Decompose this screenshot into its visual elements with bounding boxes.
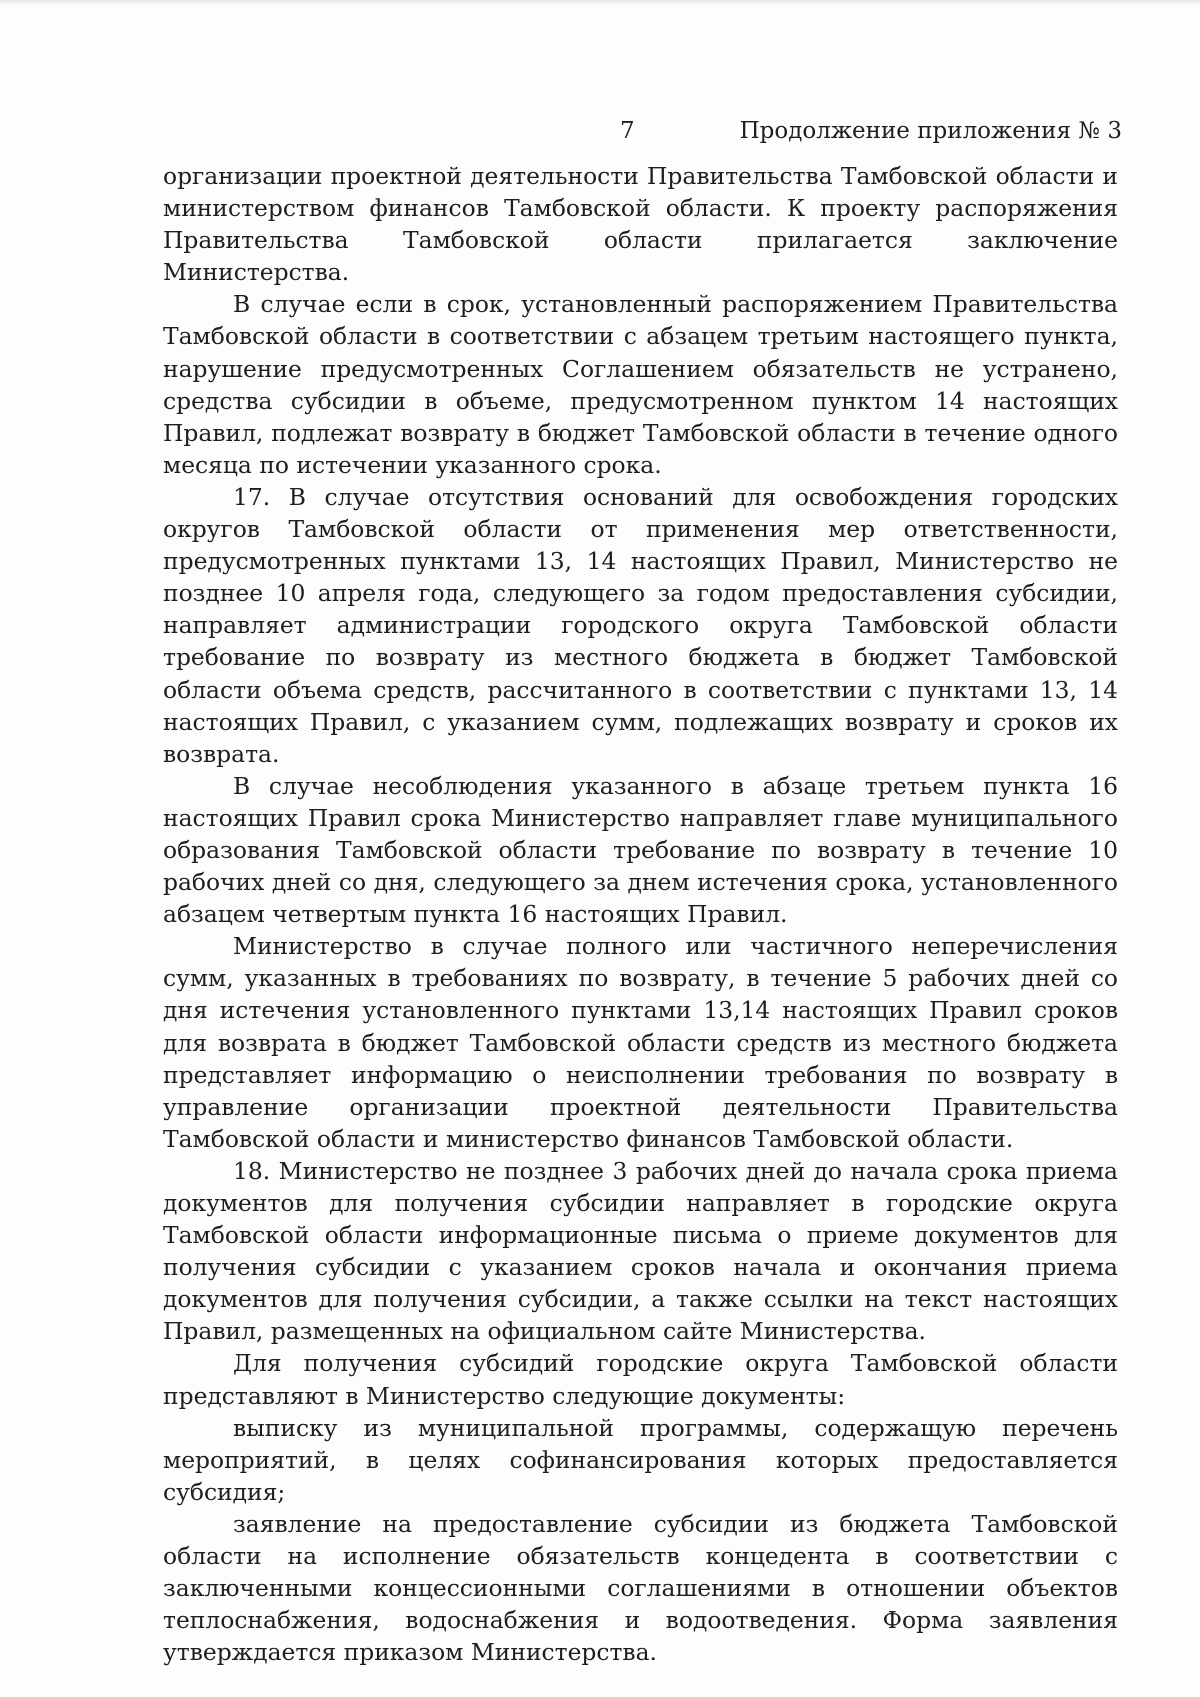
appendix-continuation-label: Продолжение приложения № 3 xyxy=(739,118,1122,144)
paragraph-9: заявление на предоставление субсидии из бюджета Тамбовской области на исполнение обязательств концедента в соответствии с заключенными концессионными соглашениями в отношении объектов теплоснабжения, водоснабжения и водоотведения. Форма заявления утверждается приказом Министерства. xyxy=(163,1509,1118,1667)
paragraph-3-item-17: 17. В случае отсутствия оснований для освобождения городских округов Тамбовской области от применения мер ответственности, предусмотренных пунктами 13, 14 настоящих Правил, Министерство не позднее 10 апреля года, следующего за годом предоставления субсидии, направляет администрации городского округа Тамбовской области требование по возврату из местного бюджета в бюджет Тамбовской области объема средств, рассчитанного в соответствии с пунктами 13, 14 настоящих Правил, с указанием сумм, подлежащих возврату и сроков их возврата. xyxy=(163,482,1118,768)
paragraph-6-item-18: 18. Министерство не позднее 3 рабочих дней до начала срока приема документов для получения субсидии направляет в городские округа Тамбовской области информационные письма о приеме документов для получения субсидии с указанием сроков начала и окончания приема документов для получения субсидии, а также ссылки на текст настоящих Правил, размещенных на официальном сайте Министерства. xyxy=(163,1156,1118,1346)
paragraph-4: В случае несоблюдения указанного в абзаце третьем пункта 16 настоящих Правил срока Министерство направляет главе муниципального образования Тамбовской области требование по возврату в течение 10 рабочих дней со дня, следующего за днем истечения срока, установленного абзацем четвертым пункта 16 настоящих Правил. xyxy=(163,771,1118,929)
page-number: 7 xyxy=(620,118,635,144)
document-body xyxy=(163,160,1118,1668)
paragraph-5: Министерство в случае полного или частичного неперечисления сумм, указанных в требованиях по возврату, в течение 5 рабочих дней со дня истечения установленного пунктами 13,14 настоящих Правил сроков для возврата в бюджет Тамбовской области средств из местного бюджета представляет информацию о неисполнении требования по возврату в управление организации проектной деятельности Правительства Тамбовской области и министерство финансов Тамбовской области. xyxy=(163,932,1118,1153)
paragraph-7: Для получения субсидий городские округа Тамбовской области представляют в Министерство следующие документы: xyxy=(163,1349,1118,1410)
page-header xyxy=(0,118,1200,152)
paragraph-8: выписку из муниципальной программы, содержащую перечень мероприятий, в целях софинансирования которых предоставляется субсидия; xyxy=(163,1413,1118,1506)
paragraph-2: В случае если в срок, установленный распоряжением Правительства Тамбовской области в соответствии с абзацем третьим настоящего пункта, нарушение предусмотренных Соглашением обязательств не устранено, средства субсидии в объеме, предусмотренном пунктом 14 настоящих Правил, подлежат возврату в бюджет Тамбовской области в течение одного месяца по истечении указанного срока. xyxy=(163,290,1118,479)
paragraph-1: организации проектной деятельности Правительства Тамбовской области и министерством финансов Тамбовской области. К проекту распоряжения Правительства Тамбовской области прилагается заключение Министерства. xyxy=(163,162,1118,287)
scan-edge-shadow xyxy=(0,0,1200,6)
